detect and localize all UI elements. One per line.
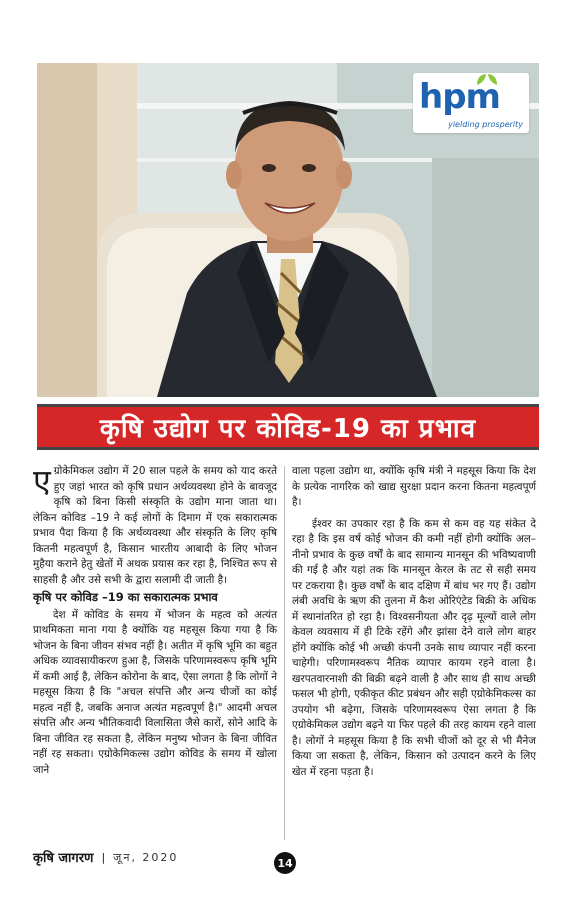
publication-name: कृषि जागरण bbox=[33, 851, 94, 866]
column-divider bbox=[284, 466, 285, 840]
drop-cap: ए bbox=[33, 462, 51, 500]
issue-date: जून, 2020 bbox=[113, 850, 179, 864]
section-subhead: कृषि पर कोविड –19 का सकारात्मक प्रभाव bbox=[33, 590, 218, 604]
intro-paragraph bbox=[33, 464, 277, 588]
headline-banner bbox=[37, 404, 539, 450]
body-paragraph: वाला पहला उद्योग था, क्योंकि कृषि मंत्री ने महसूस किया कि देश के प्रत्येक नागरिक को खाद्य सुरक्षा प्रदान करना कितना महत्वपूर्ण है। bbox=[292, 465, 536, 508]
page-footer bbox=[33, 848, 178, 866]
portrait-photo bbox=[37, 63, 539, 397]
footer-separator: | bbox=[101, 850, 106, 864]
body-paragraph: ईश्वर का उपकार रहा है कि कम से कम वह यह संकेत दे रहा है कि इस वर्ष कोई भोजन की कमी नहीं होगी क्योंकि अल–नीनो प्रभाव के कुछ वर्षों के बाद सामान्य मानसून की भविष्यवाणी की गई है और यहां तक कि मानसून केरल के तट से सही समय पर टकराया है। कुछ वर्षों के बाद दक्षिण में बांध भर गए हैं। उद्योग लंबी अवधि के ऋण की तुलना में कैश ओरिएंटेड बिक्री के अधिक में स्थानांतरित हो रहा है। विश्वसनीयता और दृढ़ मूल्यों वाले लोग केवल व्यवसाय में ही टिके रहेंगे और झांसा देने वाले लोग बाहर होंगे क्योंकि कोई भी अच्छी कंपनी उनके साथ व्यापार नहीं करना चाहेगी। परिणामस्वरूप नैतिक व्यापार कायम रहने वाला है। खरपतवारनाशी की बिक्री बढ़ने वाली है और साथ ही साथ अच्छी फसल भी होगी, एकीकृत कीट प्रबंधन और सही एग्रोकेमिकल्स का उपयोग भी बढ़ेगा, जिसके परिणामस्वरूप ऐसा लगता है कि एग्रोकेमिकल उद्योग बढ़ने या फिर पहले की तरह कायम रहने वाला है। लोगों ने महसूस किया है कि सभी चीजों को दूर से भी मैनेज किया जा सकता है, लेकिन, किसान को उत्पादन करने के लिए खेत में रहना पड़ता है। bbox=[292, 517, 536, 778]
logo-brand: hpm bbox=[419, 77, 500, 117]
page-number: 14 bbox=[274, 852, 296, 874]
headline: कृषि उद्योग पर कोविड-19 का प्रभाव bbox=[99, 414, 477, 444]
hpm-logo bbox=[413, 73, 529, 133]
body-paragraph: देश में कोविड के समय में भोजन के महत्व को अत्यंत प्राथमिकता माना गया है क्योंकि यह महसूस किया गया है कि भोजन के बिना जीवन संभव नहीं है। अतीत में कृषि भूमि का बहुत अधिक व्यावसायीकरण हुआ है, जिसके परिणामस्वरूप कृषि भूमि में कमी आई है, लेकिन कोरोना के बाद, ऐसा लगता है कि लोगों ने महसूस किया है कि "अचल संपत्ति और अन्य चीजों का कोई महत्व नहीं है, जबकि अनाज अत्यंत महत्वपूर्ण है।" आदमी अचल संपत्ति और अन्य भौतिकवादी विलासिता जैसे कारों, सोने आदि के बिना जीवित रह सकता है, लेकिन मनुष्य भोजन के बिना जीवित नहीं रह सकता। एग्रोकेमिकल्स उद्योग कोविड के समय में खोला जाने bbox=[33, 608, 277, 776]
article-column-right bbox=[292, 464, 536, 780]
logo-tagline: yielding prosperity bbox=[448, 120, 523, 129]
intro-text: ग्रोकेमिकल उद्योग में 20 साल पहले के समय को याद करते हुए जहां भारत को कृषि प्रधान अर्थव्यवस्था होने के बावजूद कृषि को बिना किसी संस्कृति के उद्योग माना जाता था। लेकिन कोविड –19 ने कई लोगों के दिमाग में एक सकारात्मक प्रभाव पैदा किया है कि अर्थव्यवस्था और संस्कृति के लिए कृषि कितनी महत्वपूर्ण है, किसान भारतीय आबादी के लिए भोजन मुहैया कराने हेतु खेतों में अथक प्रयास कर रहा है, निश्चित रूप से साहसी है और उसे सभी के द्वारा सलामी दी जाती है। bbox=[33, 465, 277, 586]
article-column-left bbox=[33, 464, 277, 778]
